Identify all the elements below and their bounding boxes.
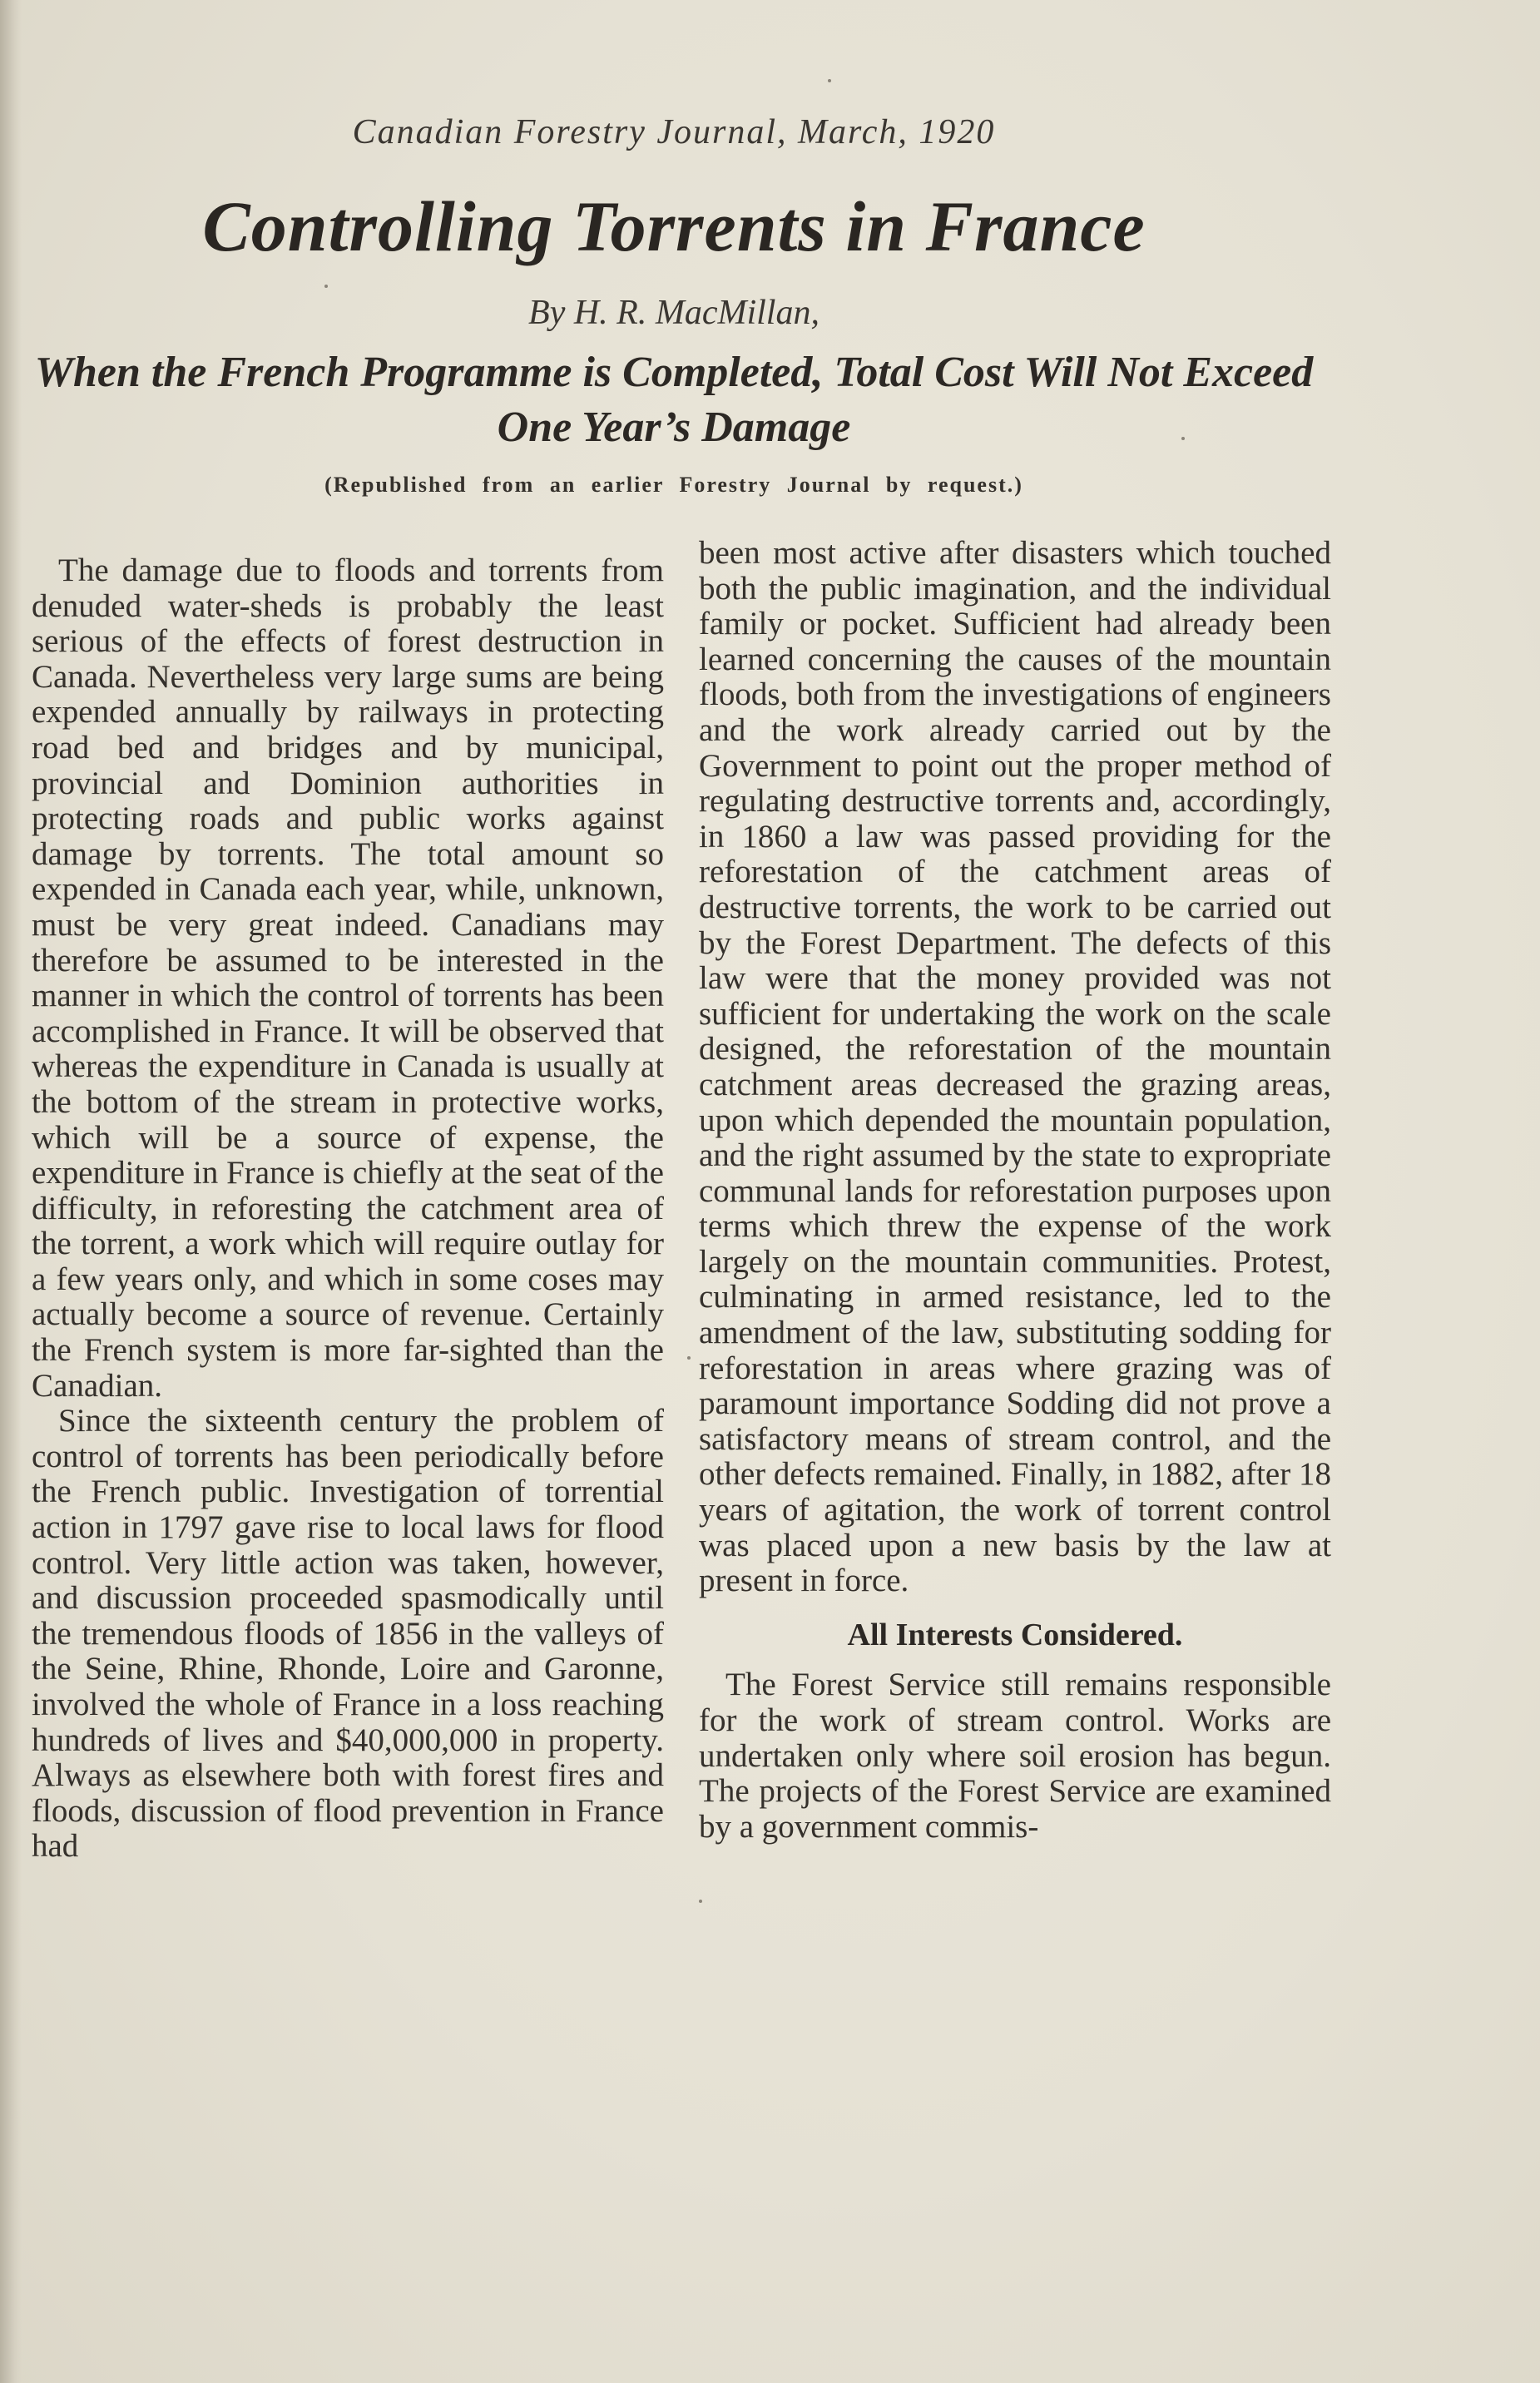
paper-speck [324, 285, 328, 288]
paragraph: been most active after disasters which touched both the public imagination, and the individual family or pocket. Sufficient had already been learned concerning the causes of the mountain floods, both from the investigations of engineers and the work already carried out by the Government to point out the proper method of regulating destructive torrents and, accordingly, in 1860 a law was passed providing for the reforestation of the catchment areas of destructive torrents, the work to be carried out by the Forest Department. The defects of this law were that the money provided was not sufficient for undertaking the work on the scale designed, the reforestation of the mountain catchment areas decreased the grazing areas, upon which depended the mountain population, and the right assumed by the state to expropriate communal lands for reforestation purposes upon terms which threw the expense of the work largely on the mountain communities. Protest, culminating in armed resistance, led to the amendment of the law, substituting sodding for reforestation in areas where grazing was of paramount importance Sodding did not prove a satisfactory means of stream control, and the other defects remained. Finally, in 1882, after 18 years of agitation, the work of torrent control was placed upon a new basis by the law at present in force. [699, 535, 1331, 1599]
section-heading: All Interests Considered. [847, 1617, 1183, 1652]
right-column [699, 536, 1331, 1845]
paper-speck [687, 1356, 691, 1360]
republished-note: (Republished from an earlier Forestry Journal by request.) [324, 473, 1023, 497]
article-title: Controlling Torrents in France [202, 186, 1146, 266]
article-byline: By H. R. MacMillan, [528, 294, 820, 332]
paper-speck [699, 1900, 702, 1903]
paper-speck [828, 79, 831, 82]
paragraph: The damage due to floods and torrents from denuded water-sheds is probably the least serious of the effects of forest destruction in Canada. Nevertheless very large sums are being expended annually by railways in protecting road bed and bridges and by municipal, provincial and Dominion authorities in protecting roads and public works against damage by torrents. The total amount so expended in Canada each year, while, unknown, must be very great indeed. Canadians may therefore be assumed to be interested in the manner in which the control of torrents has been accomplished in France. It will be observed that whereas the expenditure in Canada is usually at the bottom of the stream in protective works, which will be a source of expense, the expenditure in France is chiefly at the seat of the difficulty, in reforesting the catchment area of the torrent, a work which will require outlay for a few years only, and which in some coses may actually become a source of revenue. Certainly the French system is more far-sighted than the Canadian. [32, 552, 664, 1404]
left-column [32, 553, 664, 1865]
article-subtitle: When the French Programme is Completed, Total Cost Will Not Exceed One Year’s Damage [34, 349, 1314, 451]
paragraph: Since the sixteenth century the problem of control of torrents has been periodically before the French public. Investigation of torrential action in 1797 gave rise to local laws for flood control. Very little action was taken, however, and discussion proceeded spasmodically until the tremendous floods of 1856 in the valleys of the Seine, Rhine, Rhonde, Loire and Garonne, involved the whole of France in a loss reaching hundreds of lives and $40,000,000 in property. Always as elsewhere both with forest fires and floods, discussion of flood prevention in France had [32, 1403, 664, 1865]
paragraph: The Forest Service still remains responsible for the work of stream control. Works are undertaken only where soil erosion has begun. The projects of the Forest Service are examined by a government commis- [699, 1667, 1331, 1845]
paper-speck [1181, 437, 1185, 440]
journal-header: Canadian Forestry Journal, March, 1920 [352, 113, 996, 151]
